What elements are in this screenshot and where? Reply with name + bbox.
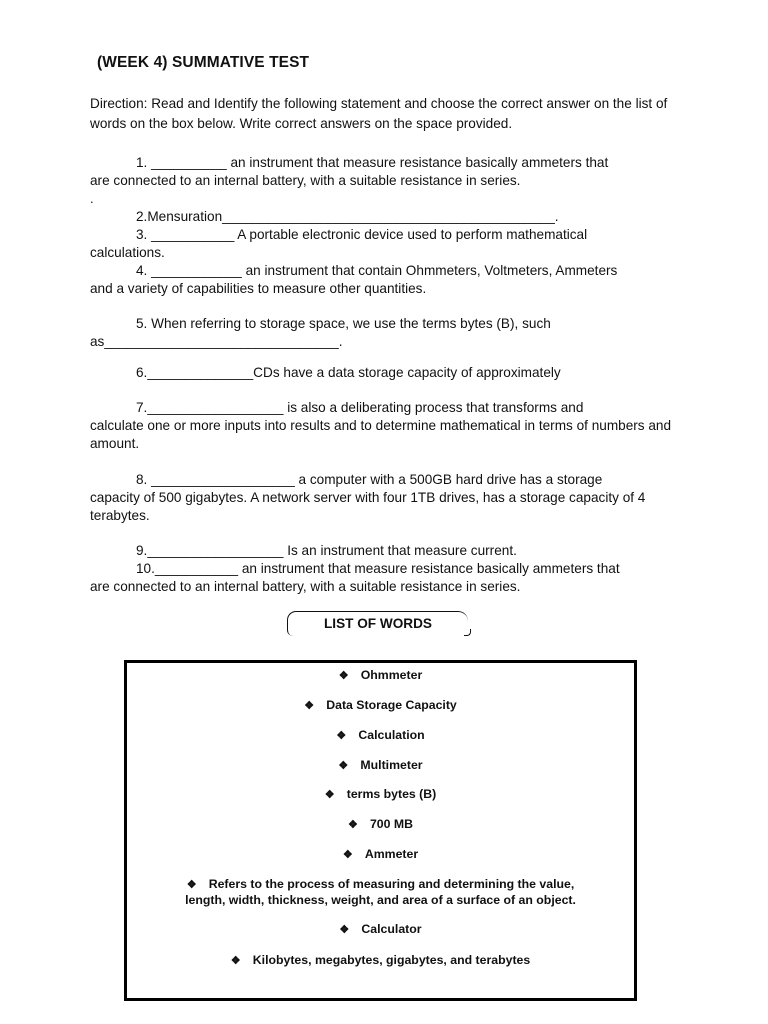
question-10: [90, 560, 690, 596]
question-line: 4. ____________ an instrument that contain Ohmmeters, Voltmeters, Ammeters: [136, 263, 618, 278]
question-line: 3. ___________ A portable electronic device used to perform mathematical: [136, 227, 588, 242]
word-list-box: [124, 660, 637, 1001]
question-line: 6.______________CDs have a data storage capacity of approximately: [136, 365, 561, 380]
stray-mark: .: [90, 191, 94, 206]
question-continuation: as_______________________________.: [90, 334, 343, 349]
diamond-bullet-icon: ❖: [186, 879, 197, 891]
question-line: 10.___________ an instrument that measure resistance basically ammeters that: [136, 561, 620, 576]
question-line: 7.__________________ is also a deliberating process that transforms and: [136, 400, 584, 415]
word-item-ammeter: ❖ Ammeter: [342, 847, 419, 861]
word-item-700mb: ❖ 700 MB: [347, 817, 414, 831]
word-item-mensuration-definition: ❖ Refers to the process of measuring and determining the value, length, width, thickness, weight, and area of a surface of an object.: [185, 877, 576, 907]
question-continuation: calculate one or more inputs into results and to determine mathematical in terms of numbers and amount.: [90, 418, 672, 451]
question-continuation: capacity of 500 gigabytes. A network server with four 1TB drives, has a storage capacity of 4 terabytes.: [90, 490, 646, 523]
word-item-multimeter: ❖ Multimeter: [338, 758, 423, 772]
word-item-calculation: ❖ Calculation: [336, 728, 425, 742]
diamond-bullet-icon: ❖: [338, 670, 349, 682]
tab-corner-mark: [464, 629, 471, 636]
question-3: [90, 226, 690, 262]
question-1: [90, 154, 690, 190]
question-line: 5. When referring to storage space, we use the terms bytes (B), such: [136, 316, 551, 331]
list-of-words-header: [287, 611, 468, 636]
word-item-storage-units: ❖ Kilobytes, megabytes, gigabytes, and terabytes: [230, 953, 531, 967]
question-5: [90, 315, 690, 351]
diamond-bullet-icon: ❖: [230, 955, 241, 967]
question-9: [90, 542, 690, 560]
question-continuation: are connected to an internal battery, with a suitable resistance in series.: [90, 579, 521, 594]
diamond-bullet-icon: ❖: [336, 730, 347, 742]
question-line: 9.__________________ Is an instrument that measure current.: [136, 543, 517, 558]
question-continuation: calculations.: [90, 245, 165, 260]
question-continuation: are connected to an internal battery, with a suitable resistance in series.: [90, 173, 521, 188]
diamond-bullet-icon: ❖: [342, 849, 353, 861]
word-item-data-storage-capacity: ❖ Data Storage Capacity: [304, 698, 457, 712]
question-6: [90, 364, 690, 382]
question-2: [90, 208, 690, 226]
question-8: [90, 471, 690, 525]
question-7: [90, 399, 690, 453]
question-4: [90, 262, 690, 298]
word-item-terms-bytes: ❖ terms bytes (B): [324, 787, 437, 801]
list-header-label: LIST OF WORDS: [324, 616, 432, 631]
diamond-bullet-icon: ❖: [339, 924, 350, 936]
diamond-bullet-icon: ❖: [347, 819, 358, 831]
question-line: 2.Mensuration____________________________________________.: [136, 209, 559, 224]
question-line: 8. ___________________ a computer with a 500GB hard drive has a storage: [136, 472, 603, 487]
word-item-ohmmeter: ❖ Ohmmeter: [338, 668, 423, 682]
diamond-bullet-icon: ❖: [304, 700, 315, 712]
page-title: (WEEK 4) SUMMATIVE TEST: [97, 54, 310, 71]
word-item-calculator: ❖ Calculator: [339, 922, 422, 936]
diamond-bullet-icon: ❖: [338, 760, 349, 772]
diamond-bullet-icon: ❖: [324, 789, 335, 801]
direction-text: Direction: Read and Identify the following statement and choose the correct answer on the list of words on the box below. Write correct answers on the space provided.: [90, 96, 668, 131]
question-line: 1. __________ an instrument that measure resistance basically ammeters that: [136, 155, 609, 170]
question-continuation: and a variety of capabilities to measure other quantities.: [90, 281, 427, 296]
